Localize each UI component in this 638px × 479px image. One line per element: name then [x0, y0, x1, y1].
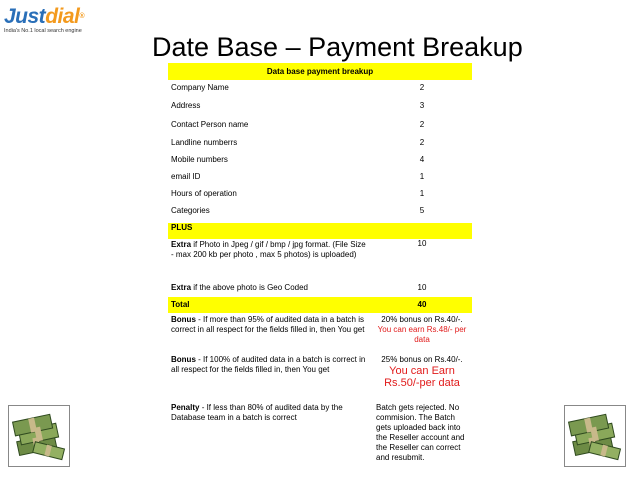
row-label: Contact Person name [171, 120, 249, 129]
row-value: 5 [419, 206, 425, 215]
row-value: 1 [419, 172, 425, 181]
table-row [168, 155, 472, 172]
row-value: 3 [419, 101, 425, 110]
table-header: Data base payment breakup [168, 63, 472, 80]
extra-photo-value: 10 [417, 239, 427, 248]
slide-title: Date Base – Payment Breakup [152, 32, 523, 62]
row-label: Address [171, 101, 201, 110]
penalty-text: Penalty - If less than 80% of audited data by the Database team in a batch is correct [171, 403, 343, 422]
extra-geo-value: 10 [417, 283, 427, 292]
table-row [168, 120, 472, 138]
table-row [168, 83, 472, 101]
bonus-95-value: 20% bonus on Rs.40/-. You can earn Rs.48/- per data [377, 315, 467, 344]
extra-photo-text: Extra if Photo in Jpeg / gif / bmp / jpg format. (File Size - max 200 kb per photo , max 5 photos) is uploaded) [171, 240, 366, 259]
penalty-value: Batch gets rejected. No commision. The Batch gets uploaded back into the Reseller account and the Reseller can correct and resubmit. [376, 403, 465, 462]
table-row [168, 172, 472, 189]
row-value: 2 [419, 83, 425, 92]
justdial-logo [4, 6, 86, 36]
bonus-95-row [168, 313, 472, 355]
logo-tagline: India's No.1 local search engine [4, 28, 82, 34]
row-label: email ID [171, 172, 201, 181]
bonus-95-text: Bonus - If more than 95% of audited data in a batch is correct in all respect for the fields filled in, then You get [171, 315, 365, 334]
money-stack-icon [564, 405, 626, 467]
money-stack-icon [8, 405, 70, 467]
penalty-row [168, 403, 472, 463]
row-label: Mobile numbers [171, 155, 228, 164]
total-label: Total [168, 297, 372, 313]
row-value: 2 [419, 138, 425, 147]
total-value: 40 [372, 297, 472, 313]
row-value: 2 [419, 120, 425, 129]
bonus-100-row [168, 355, 472, 403]
row-label: Categories [171, 206, 210, 215]
logo-wordmark: Justdial® [4, 5, 85, 28]
row-label: Company Name [171, 83, 229, 92]
extra-geo-row [168, 283, 472, 297]
row-value: 1 [419, 189, 425, 198]
bonus-100-value: 25% bonus on Rs.40/-. You can Earn Rs.50/-per data [381, 355, 463, 389]
table-row [168, 206, 472, 223]
row-value: 4 [419, 155, 425, 164]
payment-breakup-table [168, 63, 472, 463]
bonus-100-text: Bonus - If 100% of audited data in a batch is correct in all respect for the fields filled in, then You get [171, 355, 366, 374]
row-label: Landline numberrs [171, 138, 238, 147]
table-row [168, 189, 472, 206]
plus-row [168, 223, 472, 239]
extra-geo-text: Extra if the above photo is Geo Coded [171, 283, 308, 292]
table-row [168, 138, 472, 155]
total-row [168, 297, 472, 313]
table-row [168, 101, 472, 120]
extra-photo-row [168, 239, 472, 283]
table-header-row [168, 63, 472, 80]
plus-label: PLUS [168, 223, 372, 239]
row-label: Hours of operation [171, 189, 237, 198]
